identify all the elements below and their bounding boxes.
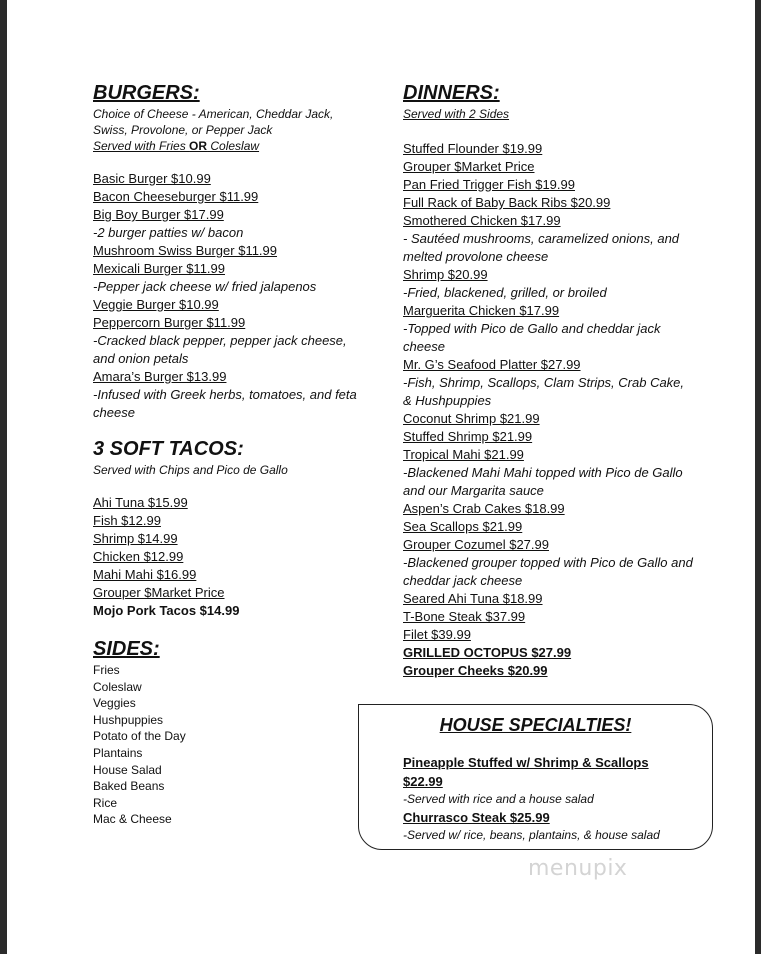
taco-item: Grouper $Market Price bbox=[93, 585, 225, 600]
item-description: -Served w/ rice, beans, plantains, & house salad bbox=[403, 828, 660, 842]
sides-heading: SIDES: bbox=[93, 638, 160, 660]
menu-item-veggie-burger: Veggie Burger $10.99 bbox=[93, 297, 219, 312]
dinner-item: Marguerita Chicken $17.99 bbox=[403, 303, 560, 318]
taco-item: Shrimp $14.99 bbox=[93, 531, 178, 546]
tacos-heading: 3 SOFT TACOS: bbox=[93, 438, 244, 460]
served-suffix: Coleslaw bbox=[207, 139, 260, 153]
taco-item-mojo-pork: Mojo Pork Tacos $14.99 bbox=[93, 603, 240, 618]
item-description: - Sautéed mushrooms, caramelized onions, and melted provolone cheese bbox=[403, 231, 680, 264]
item-description: -Cracked black pepper, pepper jack cheese, and onion petals bbox=[93, 333, 347, 366]
dinner-item: Coconut Shrimp $21.99 bbox=[403, 411, 540, 426]
menu-item-amaras-burger: Amara’s Burger $13.99 bbox=[93, 369, 227, 384]
cheese-note: Choice of Cheese - American, Cheddar Jack, Swiss, Provolone, or Pepper Jack bbox=[93, 107, 334, 137]
dinner-item: Grouper $Market Price bbox=[403, 159, 535, 174]
item-description: -2 burger patties w/ bacon bbox=[93, 225, 244, 240]
dinner-item: Mr. G’s Seafood Platter $27.99 bbox=[403, 357, 581, 372]
menu-item-basic-burger: Basic Burger $10.99 bbox=[93, 171, 211, 186]
dinner-item: Smothered Chicken $17.99 bbox=[403, 213, 561, 228]
menu-item-mexicali-burger: Mexicali Burger $11.99 bbox=[93, 261, 225, 276]
taco-item: Chicken $12.99 bbox=[93, 549, 184, 564]
right-border bbox=[755, 0, 761, 954]
dinners-heading: DINNERS: bbox=[403, 82, 500, 104]
dinner-item: Stuffed Flounder $19.99 bbox=[403, 141, 543, 156]
item-description: -Infused with Greek herbs, tomatoes, and feta cheese bbox=[93, 387, 357, 420]
dinners-note: Served with 2 Sides bbox=[403, 107, 510, 121]
right-column bbox=[403, 80, 693, 680]
tacos-note: Served with Chips and Pico de Gallo bbox=[93, 463, 288, 477]
side-item: Fries bbox=[93, 663, 120, 677]
side-item: Plantains bbox=[93, 745, 143, 760]
served-prefix: Served with Fries bbox=[93, 139, 190, 153]
menu-item-peppercorn-burger: Peppercorn Burger $11.99 bbox=[93, 315, 246, 330]
specialty-pineapple: Pineapple Stuffed w/ Shrimp & Scallops bbox=[403, 755, 649, 770]
taco-item: Ahi Tuna $15.99 bbox=[93, 495, 188, 510]
dinner-item: Grouper Cozumel $27.99 bbox=[403, 537, 549, 552]
menu-item-bacon-cheeseburger: Bacon Cheeseburger $11.99 bbox=[93, 189, 259, 204]
side-item: Potato of the Day bbox=[93, 729, 186, 744]
house-specialties-box bbox=[358, 704, 713, 850]
left-border bbox=[0, 0, 7, 954]
dinner-item: Seared Ahi Tuna $18.99 bbox=[403, 591, 543, 606]
dinner-item: T-Bone Steak $37.99 bbox=[403, 609, 526, 624]
dinner-item-octopus: GRILLED OCTOPUS $27.99 bbox=[403, 645, 572, 660]
menu-item-mushroom-swiss-burger: Mushroom Swiss Burger $11.99 bbox=[93, 243, 278, 258]
taco-item: Fish $12.99 bbox=[93, 513, 161, 528]
dinner-item: Stuffed Shrimp $21.99 bbox=[403, 429, 533, 444]
item-description: -Fried, blackened, grilled, or broiled bbox=[403, 285, 607, 300]
dinner-item: Pan Fried Trigger Fish $19.99 bbox=[403, 177, 575, 192]
item-description: -Pepper jack cheese w/ fried jalapenos bbox=[93, 279, 317, 294]
side-item: Veggies bbox=[93, 696, 136, 711]
dinner-item: Full Rack of Baby Back Ribs $20.99 bbox=[403, 195, 611, 210]
dinner-item: Tropical Mahi $21.99 bbox=[403, 447, 524, 462]
burgers-heading: BURGERS: bbox=[93, 82, 200, 104]
burgers-served-note bbox=[93, 138, 358, 154]
side-item: Mac & Cheese bbox=[93, 812, 172, 827]
dinner-item: Shrimp $20.99 bbox=[403, 267, 488, 282]
side-item: House Salad bbox=[93, 762, 162, 777]
watermark-logo: menupix bbox=[528, 856, 628, 881]
side-item: Coleslaw bbox=[93, 679, 142, 694]
served-or: OR bbox=[189, 139, 208, 153]
side-item: Hushpuppies bbox=[93, 712, 164, 727]
item-description: -Fish, Shrimp, Scallops, Clam Strips, Crab Cake, & Hushpuppies bbox=[403, 375, 685, 408]
left-column bbox=[93, 80, 358, 828]
specialty-pineapple-price: $22.99 bbox=[403, 774, 443, 789]
dinner-item: Filet $39.99 bbox=[403, 627, 471, 642]
item-description: -Blackened grouper topped with Pico de Gallo and cheddar jack cheese bbox=[403, 555, 693, 588]
side-item: Rice bbox=[93, 795, 118, 810]
dinner-item: Aspen’s Crab Cakes $18.99 bbox=[403, 501, 565, 516]
dinner-item-grouper-cheeks: Grouper Cheeks $20.99 bbox=[403, 663, 548, 678]
side-item: Baked Beans bbox=[93, 779, 165, 794]
item-description: -Blackened Mahi Mahi topped with Pico de Gallo and our Margarita sauce bbox=[403, 465, 683, 498]
taco-item: Mahi Mahi $16.99 bbox=[93, 567, 197, 582]
item-description: -Topped with Pico de Gallo and cheddar jack cheese bbox=[403, 321, 661, 354]
specialties-heading: HOUSE SPECIALTIES! bbox=[439, 715, 632, 735]
specialties-body bbox=[403, 753, 703, 844]
item-description: -Served with rice and a house salad bbox=[403, 792, 594, 806]
dinner-item: Sea Scallops $21.99 bbox=[403, 519, 523, 534]
menu-item-big-boy-burger: Big Boy Burger $17.99 bbox=[93, 207, 224, 222]
specialty-churrasco: Churrasco Steak $25.99 bbox=[403, 810, 550, 825]
